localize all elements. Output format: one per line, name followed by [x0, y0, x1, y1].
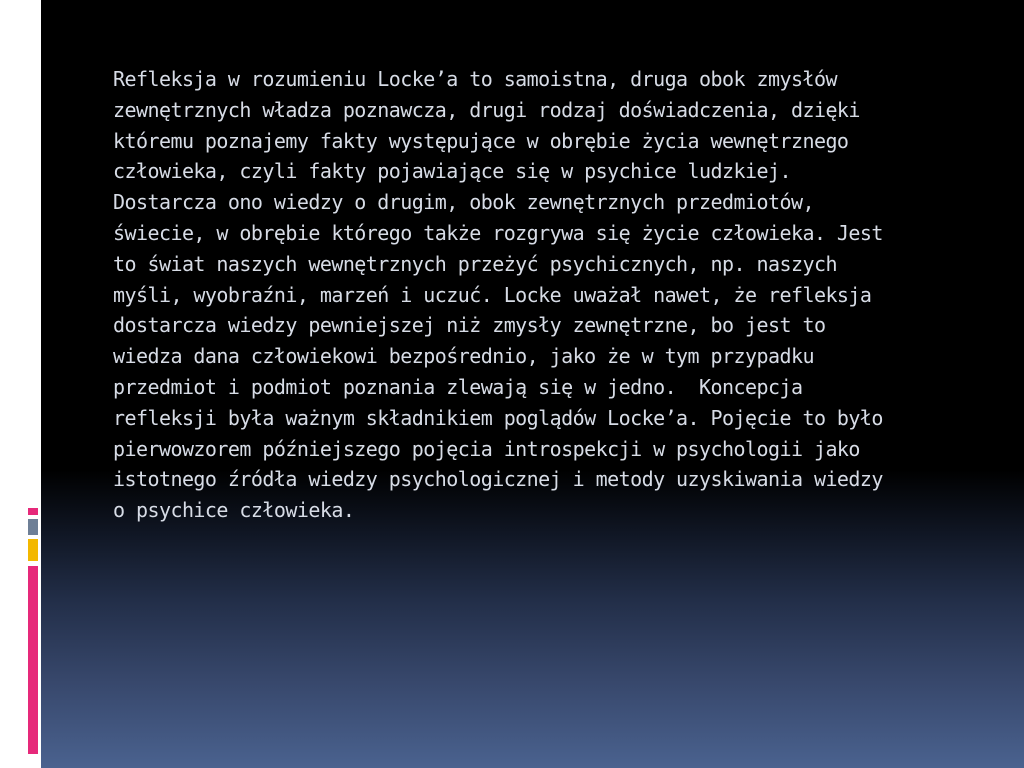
body-line: istotnego źródła wiedzy psychologicznej i metody uzyskiwania wiedzy [113, 467, 883, 492]
accent-pink-square [28, 508, 38, 515]
body-line: któremu poznajemy fakty występujące w obrębie życia wewnętrznego [113, 128, 849, 153]
body-line: o psychice człowieka. [113, 498, 355, 523]
body-line: dostarcza wiedzy pewniejszej niż zmysły zewnętrzne, bo jest to [113, 313, 826, 338]
body-line: Refleksja w rozumieniu Locke’a to samoistna, druga obok zmysłów [113, 67, 837, 91]
body-line: przedmiot i podmiot poznania zlewają się w jedno. Koncepcja [113, 374, 803, 399]
slide-body-text [113, 64, 973, 526]
body-line: człowieka, czyli fakty pojawiające się w psychice ludzkiej. [113, 159, 791, 184]
body-line: pierwowzorem późniejszego pojęcia introspekcji w psychologii jako [113, 436, 860, 461]
body-line: Dostarcza ono wiedzy o drugim, obok zewnętrznych przedmiotów, [113, 190, 814, 215]
body-line: wiedza dana człowiekowi bezpośrednio, jako że w tym przypadku [113, 344, 814, 369]
body-line: świecie, w obrębie którego także rozgrywa się życie człowieka. Jest [113, 220, 883, 245]
body-line: myśli, wyobraźni, marzeń i uczuć. Locke uważał nawet, że refleksja [113, 282, 872, 307]
body-line: to świat naszych wewnętrznych przeżyć psychicznych, np. naszych [113, 251, 837, 276]
body-line: zewnętrznych władza poznawcza, drugi rodzaj doświadczenia, dzięki [113, 97, 860, 122]
body-line: refleksji była ważnym składnikiem poglądów Locke’a. Pojęcie to było [113, 405, 883, 430]
accent-pink-bar [28, 566, 38, 754]
accent-yellow-bar [28, 539, 38, 561]
accent-gray-bar [28, 519, 38, 535]
